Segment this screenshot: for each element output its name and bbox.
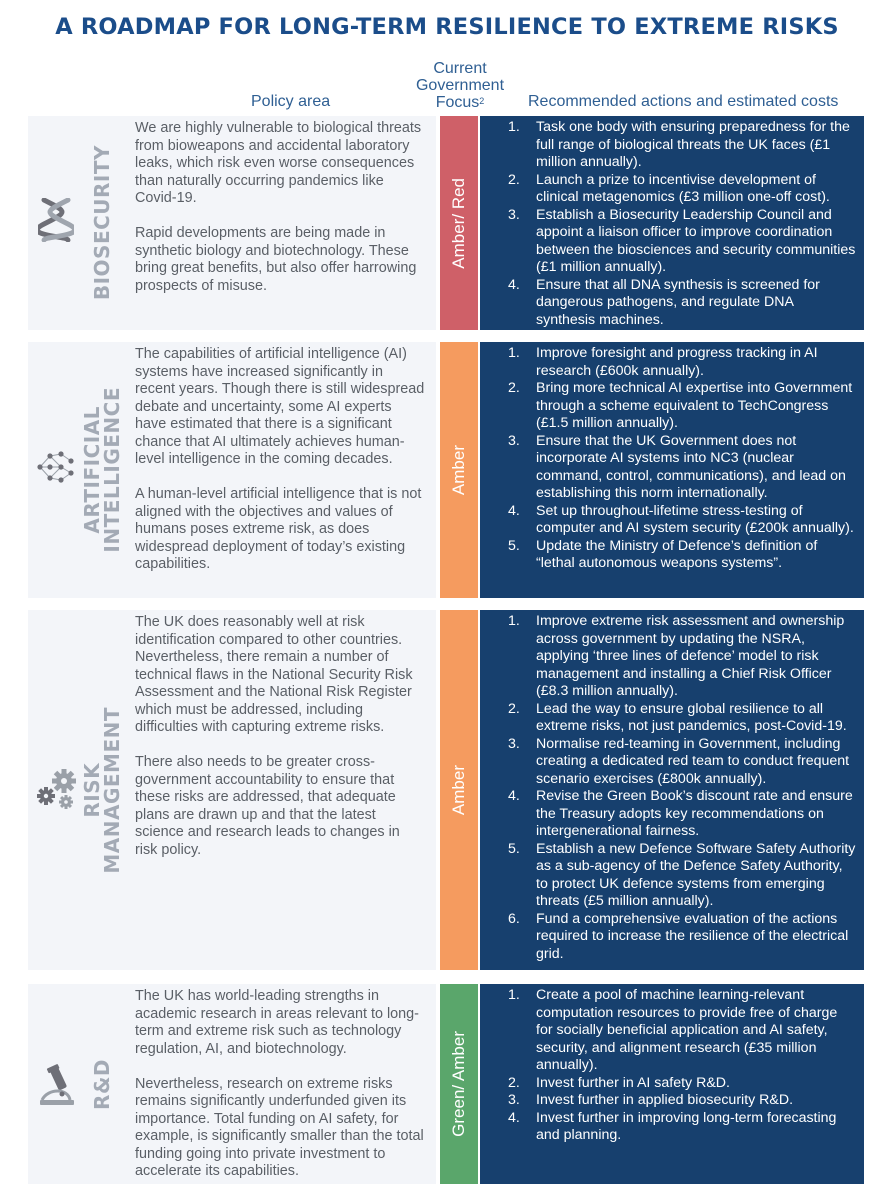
neural-network-icon <box>34 446 76 493</box>
action-item: 1. Improve extreme risk assessment and ownership across government by updating the NSRA, applying ‘three lines of defence’ model to risk management and installing a Chief Risk Officer (£8.3 million annually). <box>508 613 845 699</box>
action-item: 4. Revise the Green Book’s discount rate and ensure the Treasury adopts key recommendations on intergenerational fairness. <box>508 788 853 839</box>
actions-panel <box>480 610 864 970</box>
focus-badge-amber: Amber <box>440 610 478 970</box>
action-item: 4. Set up throughout-lifetime stress-testing of computer and AI system security (£200k annually). <box>508 502 854 536</box>
action-item: 5. Establish a new Defence Software Safety Authority as a sub-agency of the Defence Safety Authority, to protect UK defence systems from emerging threats (£5 million annually). <box>508 840 856 909</box>
policy-row-rnd <box>28 984 864 1184</box>
policy-description <box>135 346 425 591</box>
description-paragraph: The capabilities of artificial intelligence (AI) systems have increased significantly in recent years. Though there is still widespread debate and uncertainty, some AI experts have estimated that there is a significant chance that AI ultimately achieves human-level intelligence in the coming decades. <box>135 346 425 467</box>
action-item: 3. Invest further in applied biosecurity R&D. <box>508 1092 794 1108</box>
description-paragraph: The UK does reasonably well at risk identification compared to other countries. Nevertheless, there remain a number of technical flaws in the National Security Risk Assessment and the National Risk Register which must be addressed, including difficulties with capturing extreme risks. <box>135 614 413 735</box>
focus-badge-green-amber: Green/ Amber <box>440 984 478 1184</box>
action-item: 1. Task one body with ensuring preparedness for the full range of biological threats the UK faces (£1 million annually). <box>508 119 850 170</box>
header-recommended-actions: Recommended actions and estimated costs <box>528 93 839 110</box>
policy-label-biosecurity: BIOSECURITY <box>90 145 114 301</box>
header-government-focus <box>405 60 515 111</box>
description-paragraph: We are highly vulnerable to biological threats from bioweapons and accidental laboratory leaks, which risk even worse consequences than naturally occurring pandemics like Covid-19. <box>135 120 422 206</box>
header-focus-text: Current Government Focus <box>415 60 505 111</box>
description-paragraph: There also needs to be greater cross-government accountability to ensure that these risks are addressed, that adequate plans are drawn up and that the latest science and research leads to changes in risk policy. <box>135 754 400 858</box>
action-item: 1. Create a pool of machine learning-relevant computation resources to provide free of charge for socially beneficial application and AI safety, security, and alignment research (£35 million annually). <box>508 987 838 1073</box>
header-policy-area: Policy area <box>251 93 331 110</box>
policy-label-rnd: R&D <box>90 1058 114 1110</box>
policy-row-risk-management <box>28 610 864 970</box>
actions-panel <box>480 984 864 1184</box>
policy-row-artificial-intelligence <box>28 342 864 598</box>
action-item: 1. Improve foresight and progress tracking in AI research (£600k annually). <box>508 345 818 379</box>
microscope-icon <box>38 1064 78 1113</box>
action-item: 3. Normalise red-teaming in Government, including creating a dedicated red team to conduct frequent scenario exercises (£800k annually). <box>508 735 850 787</box>
focus-badge-amber-red: Amber/ Red <box>440 116 478 330</box>
action-item: 5. Update the Ministry of Defence’s definition of “lethal autonomous weapons systems”. <box>508 537 818 571</box>
action-item: 4. Ensure that all DNA synthesis is screened for dangerous pathogens, and regulate DNA synthesis machines. <box>508 276 820 328</box>
action-item: 2. Invest further in AI safety R&D. <box>508 1074 730 1091</box>
description-paragraph: The UK has world-leading strengths in academic research in areas relevant to long-term and extreme risk such as technology regulation, AI, and biotechnology. <box>135 988 419 1057</box>
action-item: 6. Fund a comprehensive evaluation of the actions required to increase the resilience of the electrical grid. <box>508 910 849 962</box>
policy-label-risk-management: RISK MANAGEMENT <box>80 706 124 874</box>
action-item: 3. Establish a Biosecurity Leadership Council and appoint a liaison officer to improve coordination between the biosciences and security communities (£1 million annually). <box>508 206 856 275</box>
page-title: A ROADMAP FOR LONG-TERM RESILIENCE TO EXTREME RISKS <box>55 14 839 40</box>
action-item: 3. Ensure that the UK Government does not incorporate AI systems into NC3 (nuclear command, control, communications), and lead on establishing this norm internationally. <box>508 432 846 501</box>
policy-description <box>135 988 425 1198</box>
action-item: 2. Launch a prize to incentivise development of clinical metagenomics (£3 million one-off cost). <box>508 171 830 205</box>
description-paragraph: Rapid developments are being made in synthetic biology and biotechnology. These bring great benefits, but also offer harrowing prospects of misuse. <box>135 225 417 294</box>
description-paragraph: A human-level artificial intelligence that is not aligned with the objectives and values of humans poses extreme risk, as does widespread deployment of today’s existing capabilities. <box>135 486 422 572</box>
policy-description <box>135 120 425 313</box>
action-item: 2. Lead the way to ensure global resilience to all extreme risks, not just pandemics, post-Covid-19. <box>508 700 847 734</box>
actions-panel <box>480 116 864 330</box>
action-item: 2. Bring more technical AI expertise into Government through a scheme equivalent to TechCongress (£1.5 million annually). <box>508 380 853 431</box>
dna-helix-icon <box>38 198 74 247</box>
policy-row-biosecurity <box>28 116 864 330</box>
policy-label-artificial-intelligence: ARTIFICIAL INTELLIGENCE <box>80 387 124 553</box>
action-item: 4. Invest further in improving long-term forecasting and planning. <box>508 1109 837 1143</box>
gears-icon <box>34 766 78 815</box>
policy-description <box>135 614 425 877</box>
footnote-marker: 2 <box>479 96 485 106</box>
description-paragraph: Nevertheless, research on extreme risks remains significantly underfunded given its importance. Total funding on AI safety, for example, is significantly smaller than the total funding going into private investment to accelerate its capabilities. <box>135 1075 424 1179</box>
focus-badge-amber: Amber <box>440 342 478 598</box>
actions-panel <box>480 342 864 598</box>
